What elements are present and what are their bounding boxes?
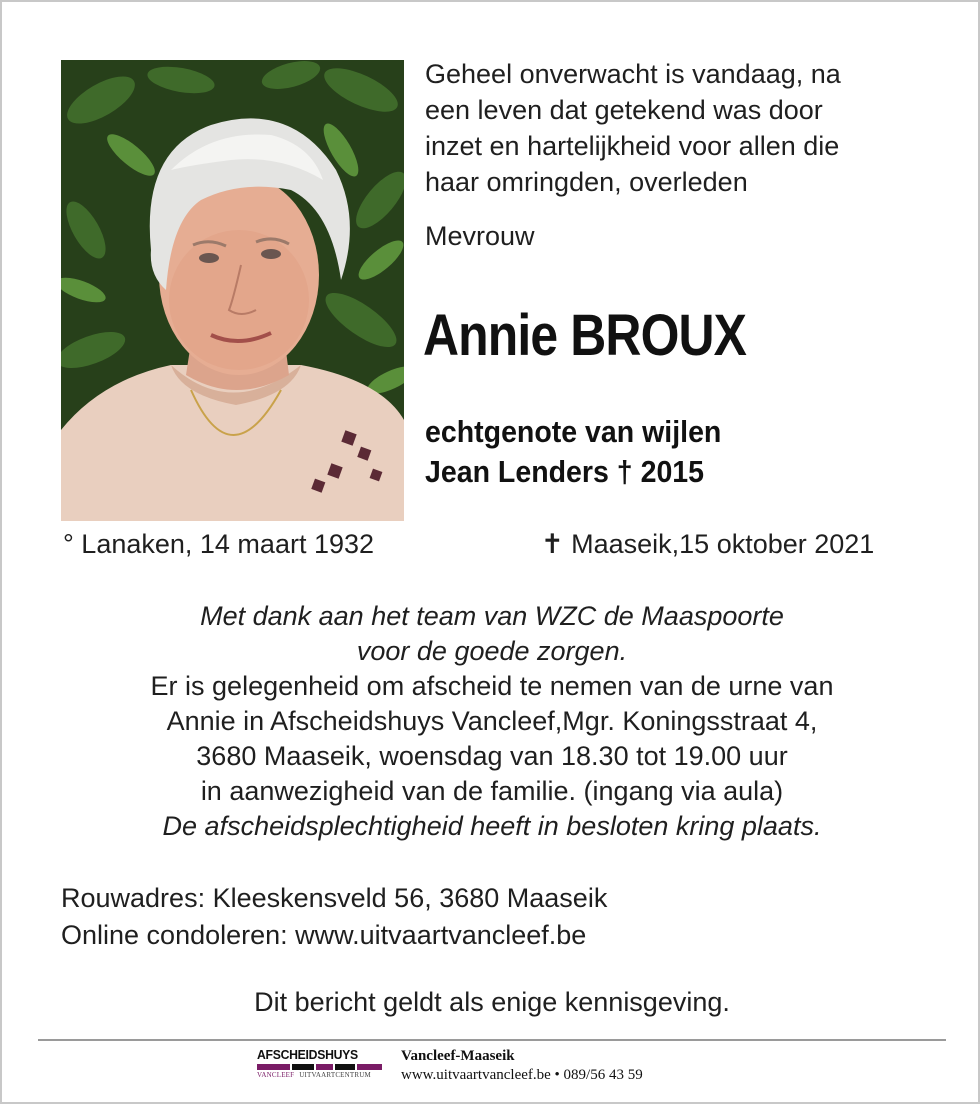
online-condolence: Online condoleren: www.uitvaartvancleef.be bbox=[61, 920, 587, 950]
deceased-name: Annie BROUX bbox=[423, 303, 747, 368]
spouse-line: Jean Lenders † 2015 bbox=[425, 454, 705, 489]
intro-line: Geheel onverwacht is vandaag, na bbox=[425, 59, 841, 89]
logo-subtitle bbox=[257, 1071, 382, 1079]
firm-web-phone[interactable]: www.uitvaartvancleef.be • 089/56 43 59 bbox=[401, 1067, 643, 1083]
footer-divider bbox=[38, 1039, 946, 1041]
message-block bbox=[42, 599, 942, 844]
logo-bars bbox=[257, 1064, 382, 1070]
footer-contact bbox=[401, 1047, 643, 1085]
intro-line: inzet en hartelijkheid voor allen die bbox=[425, 131, 840, 161]
funeral-home-logo bbox=[257, 1047, 382, 1087]
death-info: ✝ Maaseik,15 oktober 2021 bbox=[541, 529, 875, 559]
birth-info: ° Lanaken, 14 maart 1932 bbox=[63, 529, 375, 559]
thanks-line: Met dank aan het team van WZC de Maaspoorte bbox=[200, 601, 784, 631]
message-line: Er is gelegenheid om afscheid te nemen van de urne van bbox=[150, 671, 834, 701]
logo-sub-vancleef: VANCLEEF bbox=[257, 1071, 295, 1079]
logo-sub-uitvaartcentrum: UITVAARTCENTRUM bbox=[299, 1071, 371, 1079]
portrait-photo bbox=[61, 60, 404, 521]
firm-name: Vancleef-Maaseik bbox=[401, 1048, 515, 1064]
spouse-info bbox=[425, 412, 721, 492]
intro-line: een leven dat getekend was door bbox=[425, 95, 823, 125]
intro-line: haar omringden, overleden bbox=[425, 167, 748, 197]
mourning-address: Rouwadres: Kleeskensveld 56, 3680 Maaseik bbox=[61, 883, 608, 913]
contact-block bbox=[61, 880, 607, 954]
salutation: Mevrouw bbox=[425, 221, 535, 251]
thanks-line: voor de goede zorgen. bbox=[356, 636, 628, 666]
intro-text bbox=[425, 56, 945, 254]
spouse-line: echtgenote van wijlen bbox=[425, 414, 722, 449]
notice-text: Dit bericht geldt als enige kennisgeving. bbox=[254, 987, 730, 1017]
message-line: Annie in Afscheidshuys Vancleef,Mgr. Koningsstraat 4, bbox=[166, 706, 818, 736]
logo-wordmark: AFSCHEIDSHUYS bbox=[257, 1047, 358, 1062]
closing-line: De afscheidsplechtigheid heeft in besloten kring plaats. bbox=[162, 811, 822, 841]
message-line: in aanwezigheid van de familie. (ingang via aula) bbox=[200, 776, 784, 806]
message-line: 3680 Maaseik, woensdag van 18.30 tot 19.00 uur bbox=[196, 741, 788, 771]
